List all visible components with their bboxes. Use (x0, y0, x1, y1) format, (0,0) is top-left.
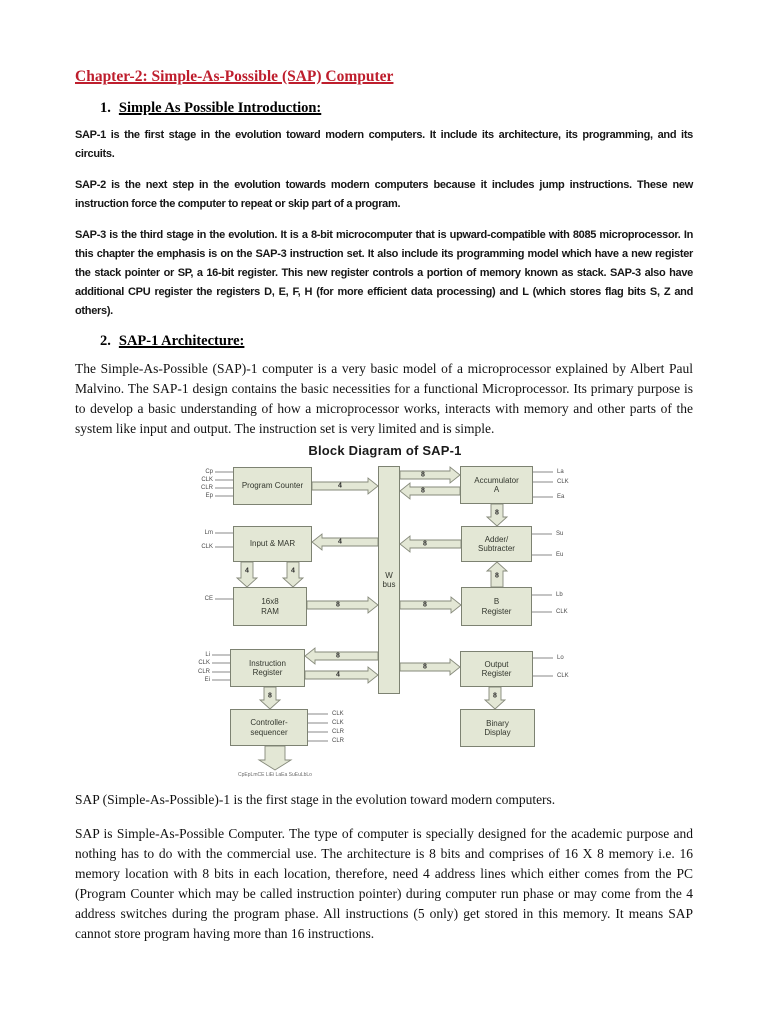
bus-width-label: 4 (338, 538, 342, 546)
block-label: Program Counter (241, 481, 304, 491)
signal-label: Eu (556, 552, 564, 558)
block-program-counter (233, 467, 312, 505)
signal-label: CLK (332, 720, 344, 726)
block-label: Output (484, 659, 509, 669)
block-label: Accumulator (474, 475, 519, 485)
block-label: sequencer (250, 727, 288, 737)
block-adder-subtracter (461, 526, 532, 562)
signal-label: Ei (204, 677, 210, 683)
bus-width-label: 8 (423, 663, 427, 671)
section-1-heading (100, 100, 693, 117)
bus-width-label: 8 (336, 652, 340, 660)
figure-caption: SAP (Simple-As-Possible)-1 is the first stage in the evolution toward modern computers. (75, 792, 556, 807)
signal-label: Li (205, 652, 210, 658)
section-2-number: 2. (100, 333, 111, 349)
bus-width-label: 8 (423, 601, 427, 609)
chapter-title: Chapter-2: Simple-As-Possible (SAP) Computer (75, 68, 394, 85)
bus-width-label: 8 (336, 601, 340, 609)
signal-label: CLR (200, 485, 213, 491)
block-instruction-register (230, 649, 305, 687)
signal-label: CLR (197, 669, 210, 675)
arrow-bus-to-ir (305, 648, 378, 664)
block-accumulator (460, 466, 533, 504)
signal-label: CLK (198, 660, 210, 666)
block-ram (233, 587, 307, 626)
signal-label: La (557, 469, 564, 475)
signal-label: Ea (557, 494, 565, 500)
paragraph-architecture-intro: The Simple-As-Possible (SAP)-1 computer is a very basic model of a microprocessor explained by Albert Paul Malvino. The SAP-1 design contains the basic necessities for a functional Microprocessor. Its primary purpose is to develop a basic understanding of how a microprocessor works, interacts with memory and other parts of the system like input and output. The instruction set is very limited and is simple. (75, 361, 693, 436)
signal-label: CE (204, 596, 213, 602)
bus-width-label: 8 (423, 540, 427, 548)
signal-label: CLK (557, 479, 569, 485)
arrow-ram-to-bus (307, 597, 378, 613)
sap1-block-diagram (170, 462, 600, 784)
bus-width-label: 8 (495, 509, 499, 517)
block-binary-display (460, 709, 535, 747)
arrow-ir-to-bus (305, 667, 378, 683)
section-2-title: SAP-1 Architecture: (118, 333, 245, 349)
arrow-control-word-out (259, 746, 291, 770)
signal-label: CLR (332, 738, 345, 744)
paragraph-sap3: SAP-3 is the third stage in the evolution. It is a 8-bit microcomputer that is upward-compatible with 8085 microprocessor. In this chapter the emphasis is on the SAP-3 instruction set. It also include its programming model which have a new register the stack pointer or SP, a 16-bit register. This new register controls a portion of memory known as stack. SAP-3 also have additional CPU register the registers D, E, F, H (for more efficient data processing) and L (which stores flag bits S, Z and others). (75, 229, 693, 317)
bus-width-label: 8 (421, 471, 425, 479)
signal-label: CLK (201, 544, 213, 550)
control-word-label: CpEpLmCE LiEi LaEa SuEuLbLo (238, 772, 312, 778)
block-label: Register (481, 669, 512, 678)
arrow-pc-to-bus (312, 478, 378, 494)
section-2-heading (100, 333, 693, 350)
block-label: Instruction (249, 658, 286, 668)
block-label: A (493, 485, 500, 494)
bus-width-label: 4 (291, 567, 295, 575)
signal-label: CLK (201, 477, 213, 483)
bus-width-label: 4 (336, 671, 340, 679)
bus-width-label: 8 (421, 487, 425, 495)
block-b-register (461, 587, 532, 626)
block-label: Subtracter (478, 544, 515, 553)
block-label: 16x8 (261, 597, 279, 606)
paragraph-sap2: SAP-2 is the next step in the evolution towards modern computers because it includes jump instructions. These new instruction force the computer to repeat or skip part of a program. (75, 179, 693, 210)
block-w-bus (378, 466, 400, 694)
paragraph-sap-overview: SAP is Simple-As-Possible Computer. The type of computer is specially designed for the academic purpose and nothing has to do with the commercial use. The architecture is 8 bits and comprises of 16 X 8 memory i.e. 16 memory location with 8 bits in each location, therefore, need 4 address lines which either comes from the PC (Program Counter which may be called instruction pointer) during computer run phase or may come from the 4 address switches during the program phase. All instructions (5 only) get stored in this memory. It means SAP cannot store program having more than 16 instructions. (75, 826, 693, 941)
bus-width-label: 8 (493, 692, 497, 700)
block-label: W (385, 570, 393, 580)
bus-width-label: 4 (245, 567, 249, 575)
arrow-acc-to-bus (400, 483, 460, 499)
block-label: B (493, 597, 500, 606)
arrow-add-to-bus (400, 536, 461, 552)
section-1-title: Simple As Possible Introduction: (118, 100, 322, 116)
signal-label: Su (556, 531, 564, 537)
signal-label: CLR (332, 729, 345, 735)
block-label: Register (481, 606, 512, 616)
paragraph-sap1: SAP-1 is the first stage in the evolution toward modern computers. It include its architecture, its programming, and its circuits. (75, 129, 693, 160)
arrow-mar-to-ram-b (283, 562, 303, 587)
arrow-bus-to-mar (312, 534, 378, 550)
block-label: Input & MAR (249, 539, 296, 549)
block-label: Controller- (250, 718, 288, 727)
block-label: Display (484, 728, 511, 737)
signal-label: Lo (557, 655, 564, 661)
block-label: Register (252, 668, 283, 677)
signal-label: Ep (205, 493, 213, 499)
block-output-register (460, 651, 533, 687)
arrow-bus-to-breg (400, 597, 461, 613)
figure-title: Block Diagram of SAP-1 (308, 443, 462, 458)
arrow-bus-to-acc (400, 467, 460, 483)
arrow-bus-to-out (400, 659, 460, 675)
signal-label: CLK (557, 673, 569, 679)
block-label: Adder/ (484, 534, 509, 544)
signal-label: Lb (556, 592, 563, 598)
arrow-mar-to-ram-a (237, 562, 257, 587)
block-label: RAM (261, 606, 279, 616)
bus-width-label: 4 (338, 482, 342, 490)
signal-label: CLK (332, 711, 344, 717)
block-controller-sequencer (230, 709, 308, 746)
bus-width-label: 8 (495, 572, 499, 580)
block-label: Binary (486, 718, 509, 728)
signal-label: Cp (205, 469, 213, 475)
section-1-number: 1. (100, 100, 111, 116)
bus-width-label: 8 (268, 692, 272, 700)
block-label: bus (382, 580, 396, 589)
block-input-mar (233, 526, 312, 562)
signal-label: CLK (556, 609, 568, 615)
signal-label: Lm (204, 530, 213, 536)
